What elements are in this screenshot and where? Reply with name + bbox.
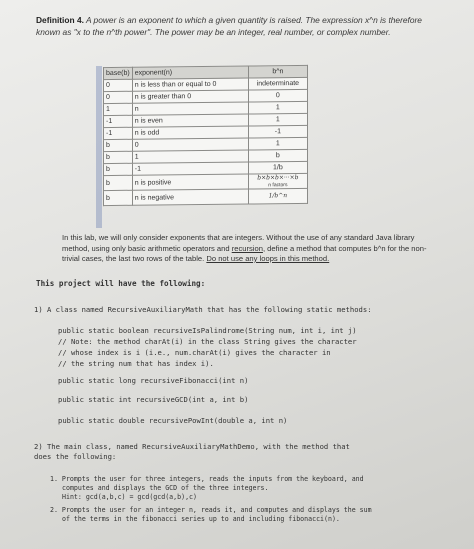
cell-base: 1: [104, 103, 133, 115]
code-comment: // whose index is i (i.e., num.charAt(i) gives the character in: [58, 348, 331, 357]
lab-text-2: , define a method that computes b^n for the non-trivial cases, the last two rows of the table.: [62, 243, 427, 263]
cell-base: b: [104, 175, 133, 190]
cell-base: b: [104, 139, 133, 151]
cell-result: 1: [248, 113, 307, 126]
reciprocal-formula: 1/b^n: [268, 192, 288, 200]
no-loops-note: Do not use any loops in this method.: [206, 254, 330, 263]
lab-paragraph: [62, 233, 442, 265]
sub-item-1: 1. Prompts the user for three integers, reads the inputs from the keyboard, and: [50, 475, 364, 483]
code-comment: // the string num that has index i).: [58, 359, 214, 368]
cell-exponent: 0: [132, 138, 248, 151]
code-line: public static boolean recursiveIsPalindrome(String num, int i, int j): [58, 326, 357, 335]
cell-result: [248, 188, 307, 204]
cell-base: 0: [104, 79, 133, 91]
sub-item-2-cont: of the terms in the fibonacci series up to and including fibonacci(n).: [62, 515, 340, 523]
cell-exponent: -1: [132, 162, 248, 175]
table-row: [104, 173, 308, 190]
table-edge-shadow: [96, 66, 102, 228]
cell-base: -1: [104, 127, 133, 139]
cell-base: 0: [104, 91, 133, 103]
cell-base: b: [104, 163, 133, 175]
cell-base: b: [104, 151, 133, 163]
code-line: public static int recursiveGCD(int a, int b): [58, 395, 249, 404]
cell-exponent: n is negative: [132, 189, 248, 205]
header-base: base(b): [104, 67, 133, 79]
code-comment: // Note: the method charAt(i) in the class String gives the character: [58, 337, 357, 346]
item2-heading-cont: does the following:: [34, 452, 117, 461]
cell-exponent: n is less than or equal to 0: [132, 78, 248, 91]
definition-block: [36, 14, 436, 38]
cell-exponent: n is positive: [132, 174, 248, 190]
cell-exponent: n: [132, 102, 248, 115]
cell-exponent: n is even: [132, 114, 248, 127]
item1-heading: 1) A class named RecursiveAuxiliaryMath that has the following static methods:: [34, 305, 372, 314]
lab-text-1: In this lab, we will only consider exponents that are integers. Without the use of any standard Java library method, using only basic arithmetic operators and: [62, 233, 415, 253]
cell-base: b: [104, 190, 133, 205]
cell-result: b: [248, 149, 307, 162]
sub-item-1-cont: computes and displays the GCD of the three integers.: [62, 484, 269, 492]
cell-result: -1: [248, 125, 307, 138]
cell-result: 1/b: [248, 161, 307, 174]
code-line: public static long recursiveFibonacci(int n): [58, 376, 249, 385]
project-intro: This project will have the following:: [36, 279, 206, 288]
cell-result: 1: [248, 101, 307, 114]
header-exponent: exponent(n): [132, 66, 248, 79]
recursion-link: recursion: [231, 243, 263, 253]
code-line: public static double recursivePowInt(double a, int n): [58, 416, 288, 425]
item2-heading: 2) The main class, named RecursiveAuxiliaryMathDemo, with the method that: [34, 442, 350, 451]
cell-exponent: n is greater than 0: [132, 90, 248, 103]
sub-item-1-hint: Hint: gcd(a,b,c) = gcd(gcd(a,b),c): [62, 493, 197, 501]
cell-base: -1: [104, 115, 133, 127]
header-result: b^n: [248, 65, 307, 78]
definition-label: Definition 4.: [36, 15, 84, 25]
power-table: [103, 65, 308, 206]
cell-result: 1: [248, 137, 307, 150]
cell-result: 0: [248, 89, 307, 102]
cell-exponent: n is odd: [132, 126, 248, 139]
sub-item-2: 2. Prompts the user for an integer n, reads it, and computes and displays the sum: [50, 506, 372, 514]
cell-exponent: 1: [132, 150, 248, 163]
n-factors-label: n factors: [268, 182, 288, 189]
cell-result-formula: [248, 173, 307, 189]
definition-text: A power is an exponent to which a given quantity is raised. The expression x^n is therefore known as "x to the n^th power". The power may be an integer, real number, or complex number.: [36, 15, 422, 37]
table-row: [104, 188, 308, 205]
product-formula: b×b×b×···×b: [257, 174, 299, 182]
cell-result: indeterminate: [248, 77, 307, 90]
